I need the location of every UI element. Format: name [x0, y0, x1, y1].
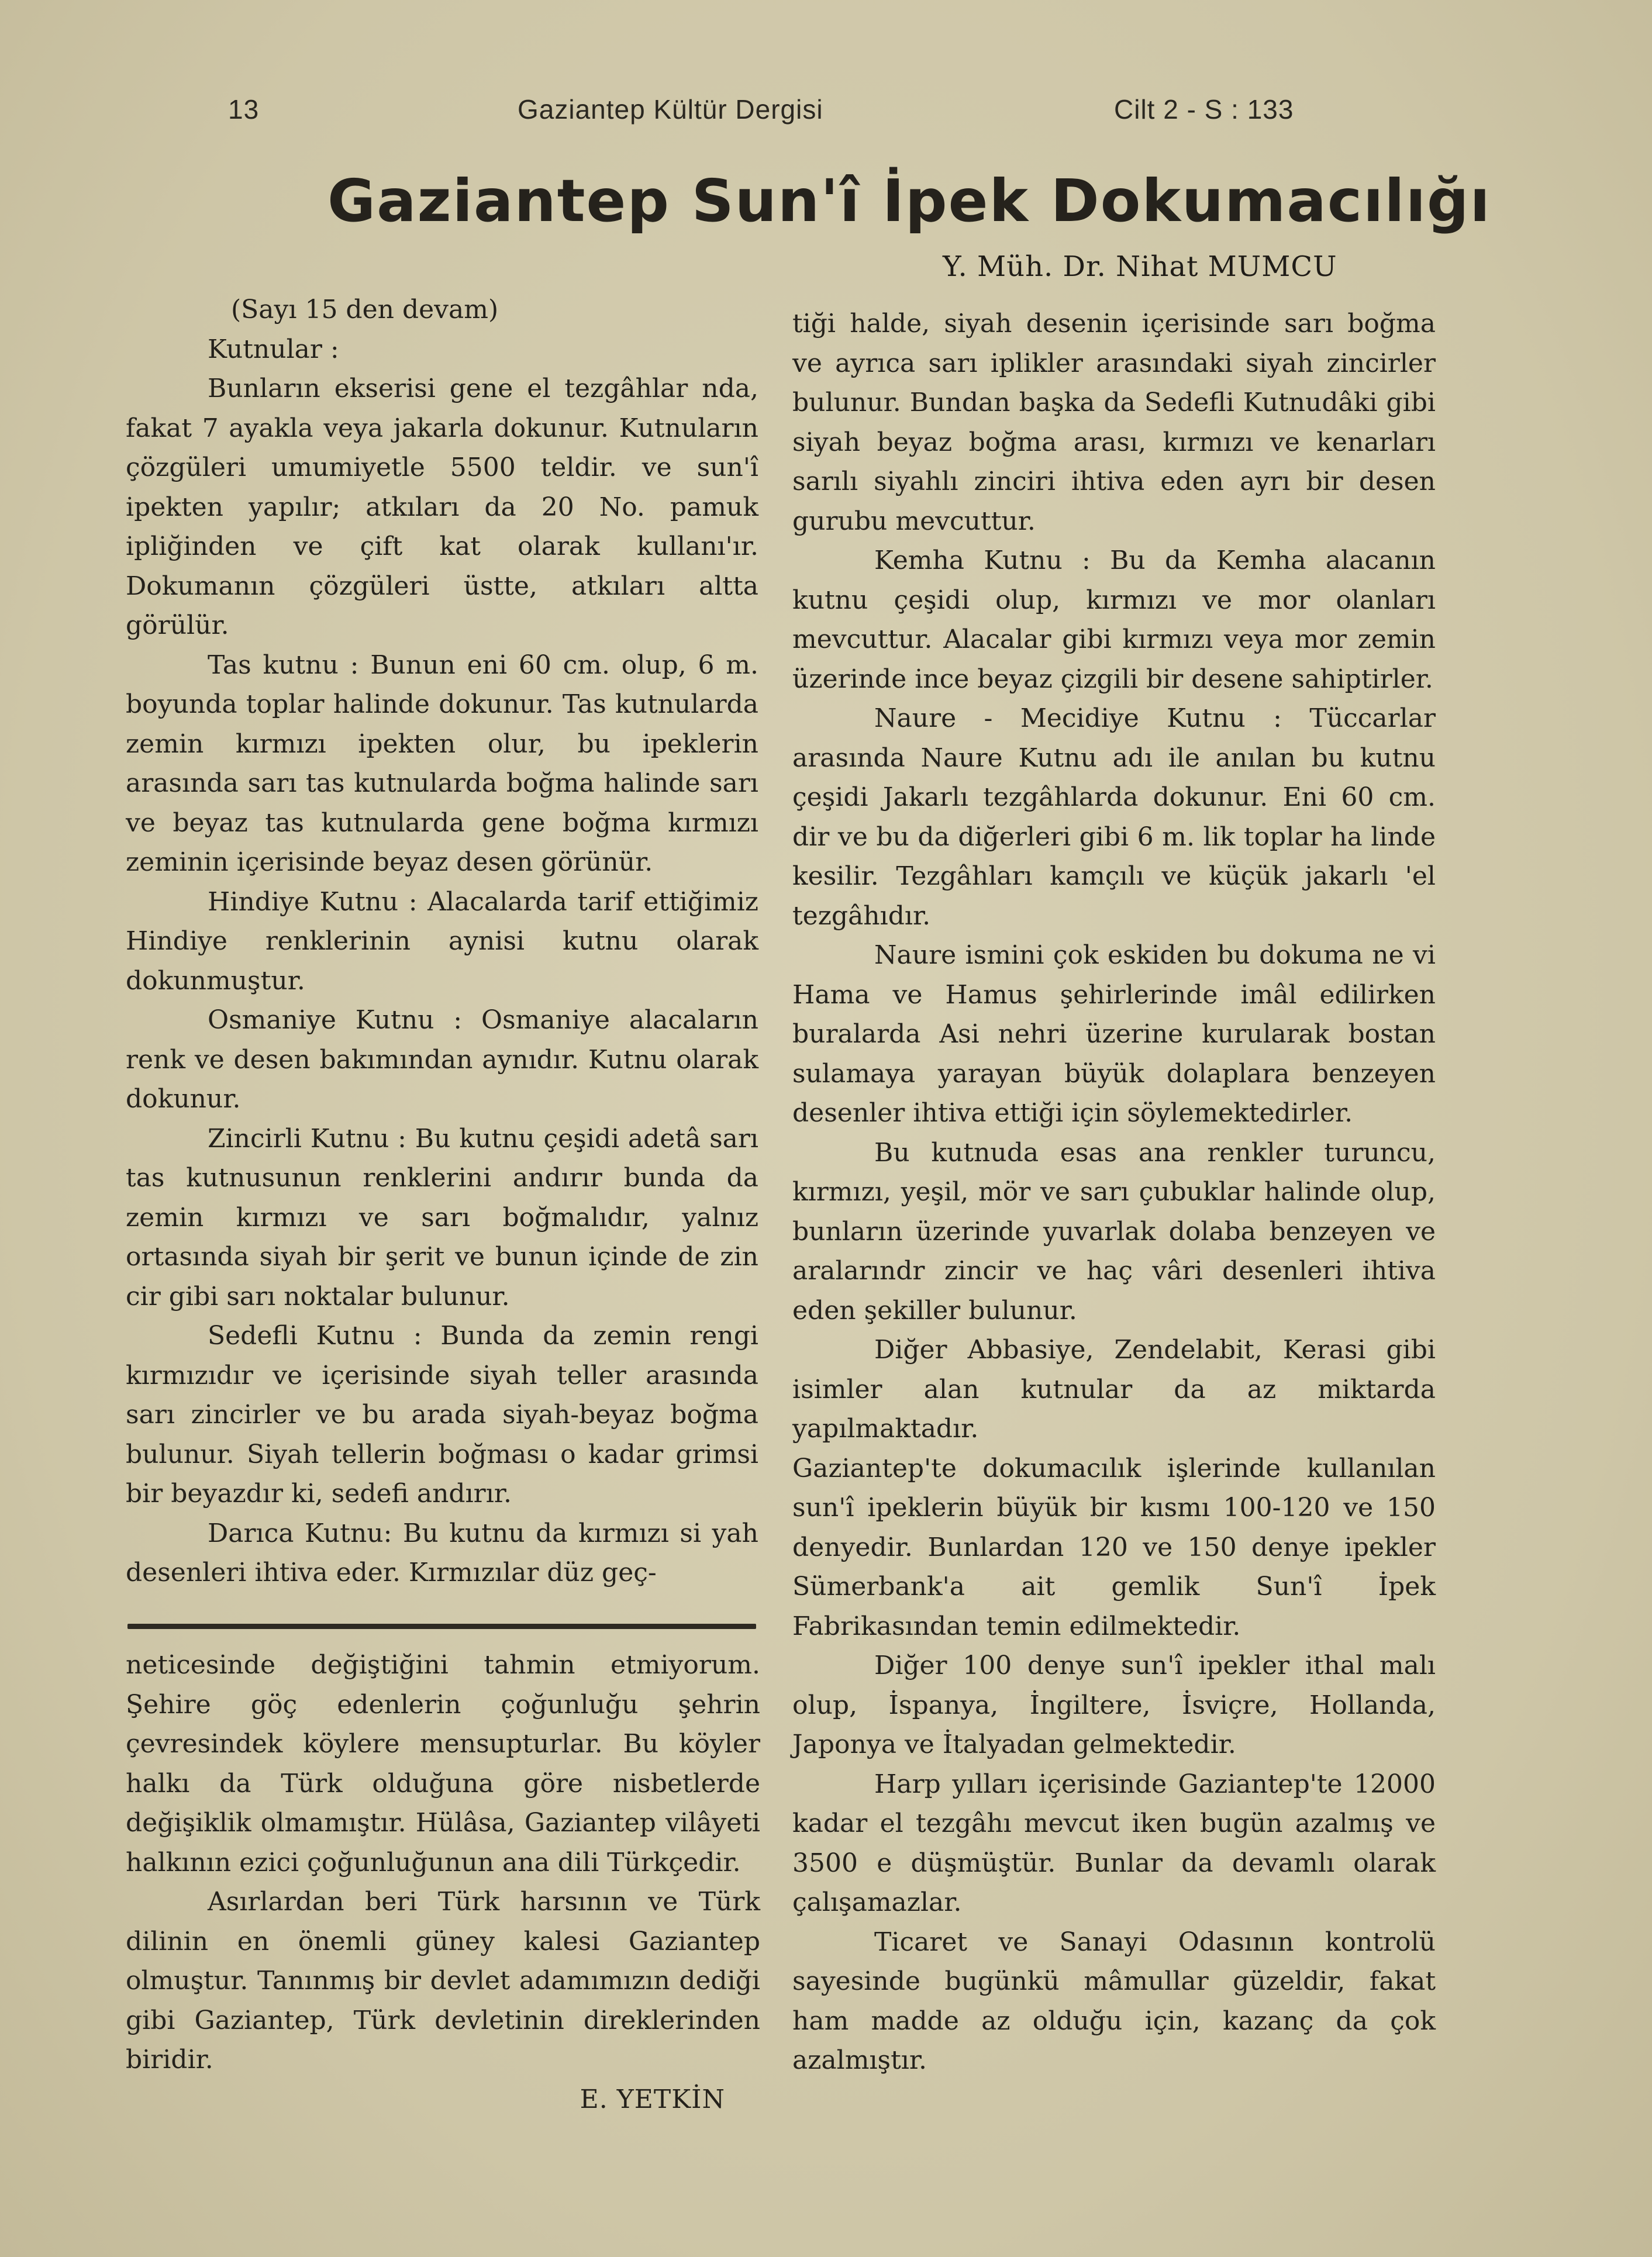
paragraph: Bu kutnuda esas ana renkler turuncu, kırmızı, yeşil, mör ve sarı çubuklar halinde olup, bunların üzerinde yuvarlak dolaba benzeyen ve aralarındr zincir ve haç vâri desenleri ihtiva eden şekiller bulunur. [792, 1137, 1436, 1326]
signature-line [126, 2080, 760, 2120]
issue-info: Cilt 2 - S : 133 [1114, 94, 1294, 125]
paragraph: Naure - Mecidiye Kutnu : Tüccarlar arasında Naure Kutnu adı ile anılan bu kutnu çeşidi Jakarlı tezgâhlarda dokunur. Eni 60 cm. dir ve bu da diğerleri gibi 6 m. lik toplar ha linde kesilir. Tezgâhları kamçılı ve küçük jakarlı 'el tezgâhıdır. [792, 703, 1436, 931]
paragraph: Naure ismini çok eskiden bu dokuma ne vi Hama ve Hamus şehirlerinde imâl edilirken buralarda Asi nehri üzerine kurularak bostan sulamaya yarayan büyük dolaplara benzeyen desenler ihtiva ettiği için söylemektedirler. [792, 940, 1436, 1128]
paragraph: Ticaret ve Sanayi Odasının kontrolü sayesinde bugünkü mâmullar güzeldir, fakat ham madde az olduğu için, kazanç da çok azalmıştır. [792, 1927, 1436, 2075]
journal-name: Gaziantep Kültür Dergisi [518, 94, 823, 125]
page-number: 13 [228, 94, 260, 125]
section-heading: Kutnular : [208, 334, 339, 364]
column-divider-rule [127, 1624, 756, 1629]
paragraph: neticesinde değiştiğini tahmin etmiyorum. Şehire göç edenlerin çoğunluğu şehrin çevresindek köylere mensupturlar. Bu köyler halkı da Türk olduğuna göre nisbetlerde değişiklik olmamıştır. Hülâsa, Gaziantep vilâyeti halkının ezici çoğunluğunun ana dili Türkçedir. [126, 1650, 760, 1878]
paragraph: Diğer 100 denye sun'î ipekler ithal malı olup, İspanya, İngiltere, İsviçre, Hollanda, Japonya ve İtalyadan gelmektedir. [792, 1651, 1436, 1759]
paragraph: Gaziantep'te dokumacılık işlerinde kullanılan sun'î ipeklerin büyük bir kısmı 100-120 ve 150 denyedir. Bunlardan 120 ve 150 denye ipekler Sümerbank'a ait gemlik Sun'î İpek Fabrikasından temin edilmektedir. [792, 1453, 1436, 1641]
paragraph: Diğer Abbasiye, Zendelabit, Kerasi gibi isimler alan kutnular da az miktarda yapılmaktadır. [792, 1335, 1436, 1444]
article-title: Gaziantep Sun'î İpek Dokumacılığı [327, 167, 1491, 235]
article-author: Y. Müh. Dr. Nihat MUMCU [943, 250, 1337, 283]
paragraph: Zincirli Kutnu : Bu kutnu çeşidi adetâ sarı tas kutnusunun renklerini andırır bunda da zemin kırmızı ve sarı boğmalıdır, yalnız ortasında siyah bir şerit ve bunun içinde de zin cir gibi sarı noktalar bulunur. [126, 1123, 758, 1312]
paragraph: Hindiye Kutnu : Alacalarda tarif ettiğimiz Hindiye renklerinin aynisi kutnu olarak dokunmuştur. [126, 886, 758, 996]
right-column [792, 304, 1436, 2080]
signature: E. YETKİN [580, 2084, 725, 2114]
paragraph: Tas kutnu : Bunun eni 60 cm. olup, 6 m. boyunda toplar halinde dokunur. Tas kutnularda zemin kırmızı ipekten olur, bu ipeklerin arasında sarı tas kutnularda boğma halinde sarı ve beyaz tas kutnularda gene boğma kırmızı zeminin içerisinde beyaz desen görünür. [126, 650, 758, 877]
paragraph: Bunların ekserisi gene el tezgâhlar nda, fakat 7 ayakla veya jakarla dokunur. Kutnuların çözgüleri umumiyetle 5500 teldir. ve sun'î ipekten yapılır; atkıları da 20 No. pamuk ipliğinden ve çift kat olarak kullanı'ır. Dokumanın çözgüleri üstte, atkıları altta görülür. [126, 374, 758, 640]
paragraph: tiği halde, siyah desenin içerisinde sarı boğma ve ayrıca sarı iplikler arasındaki siyah zincirler bulunur. Bundan başka da Sedefli Kutnudâki gibi siyah beyaz boğma arası, kırmızı ve kenarları sarılı siyahlı zinciri ihtiva eden ayrı bir desen gurubu mevcuttur. [792, 309, 1436, 536]
paragraph: Osmaniye Kutnu : Osmaniye alacaların renk ve desen bakımından aynıdır. Kutnu olarak dokunur. [126, 1005, 758, 1114]
paragraph: Kemha Kutnu : Bu da Kemha alacanın kutnu çeşidi olup, kırmızı ve mor olanları mevcuttur. Alacalar gibi kırmızı veya mor zemin üzerinde ince beyaz çizgili bir desene sahiptirler. [792, 546, 1436, 694]
left-column [126, 290, 758, 1593]
paragraph: Harp yılları içerisinde Gaziantep'te 12000 kadar el tezgâhı mevcut iken bugün azalmış ve 3500 e düşmüştür. Bunlar da devamlı olarak çalışamazlar. [792, 1769, 1436, 1917]
other-article [126, 1645, 760, 2119]
continuation-note: (Sayı 15 den devam) [231, 295, 499, 325]
paragraph: Asırlardan beri Türk harsının ve Türk dilinin en önemli güney kalesi Gaziantep olmuştur. Tanınmış bir devlet adamımızın dediği gibi Gaziantep, Türk devletinin direklerinden biridir. [126, 1887, 760, 2075]
paragraph: Darıca Kutnu: Bu kutnu da kırmızı si yah desenleri ihtiva eder. Kırmızılar düz geç- [126, 1518, 758, 1588]
paragraph: Sedefli Kutnu : Bunda da zemin rengi kırmızıdır ve içerisinde siyah teller arasında sarı zincirler ve bu arada siyah-beyaz boğma bulunur. Siyah tellerin boğması o kadar grimsi bir beyazdır ki, sedefi andırır. [126, 1321, 758, 1509]
